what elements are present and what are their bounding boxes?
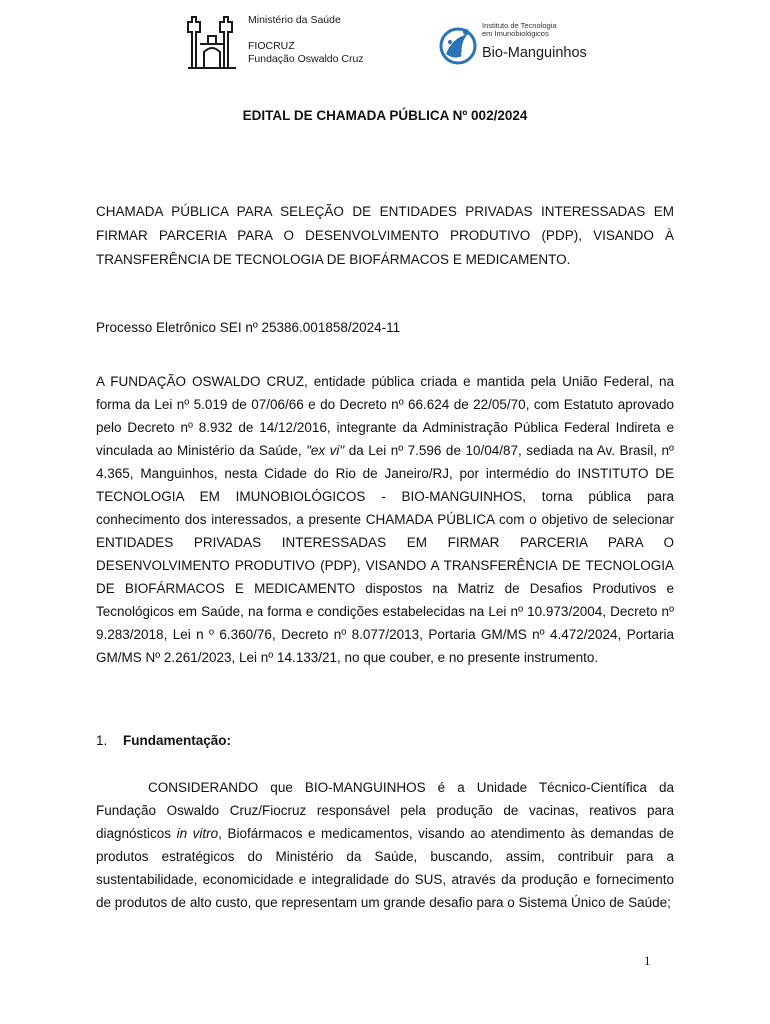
- intro-text-italic: "ex vi": [306, 443, 345, 458]
- intro-text-start: A FUNDAÇÃO OSWALDO CRUZ, entidade pública criada e mantida pela União Federal, na forma da Lei nº 5.019 de 07/06/66 e do Decreto nº 66.624 de 22/05/70, com Estatuto aprovado pelo Decreto nº 8.932 de 14/12/2016, integrante da Administração Pública Federal Indireta e vinculada ao Ministério da Saúde,: [96, 374, 674, 458]
- foundation-label: Fundação Oswaldo Cruz: [248, 53, 364, 65]
- process-number: Processo Eletrônico SEI nº 25386.001858/2024-11: [96, 320, 401, 335]
- section-number: 1.: [96, 733, 108, 748]
- bio-manguinhos-logo: [438, 20, 608, 70]
- bio-manguinhos-emblem-icon: [438, 24, 478, 66]
- section-heading: [96, 733, 231, 748]
- intro-text-end: da Lei nº 7.596 de 10/04/87, sediada na Av. Brasil, nº 4.365, Manguinhos, nesta Cidade do Rio de Janeiro/RJ, por intermédio do INSTITUTO DE TECNOLOGIA EM IMUNOBIOLÓGICOS - BIO-MANGUINHOS, torna pública para conhecimento dos interessados, a presente CHAMADA PÚBLICA com o objetivo de selecionar ENTIDADES PRIVADAS INTERESSADAS EM FIRMAR PARCERIA PARA O DESENVOLVIMENTO PRODUTIVO (PDP), VISANDO A TRANSFERÊNCIA DE TECNOLOGIA DE BIOFÁRMACOS E MEDICAMENTO dispostos na Matriz de Desafios Produtivos e Tecnológicos em Saúde, na forma e condições estabelecidas na Lei nº 10.973/2004, Decreto nº 9.283/2018, Lei n º 6.360/76, Decreto nº 8.077/2013, Portaria GM/MS nº 4.472/2024, Portaria GM/MS Nº 2.261/2023, Lei nº 14.133/21, no que couber, e no presente instrumento.: [96, 443, 674, 665]
- page-number: 1: [644, 953, 651, 968]
- intro-paragraph: [96, 370, 674, 669]
- fiocruz-logo: [186, 12, 376, 72]
- considering-text-end: , Biofármacos e medicamentos, visando ao atendimento às demandas de produtos estratégicos do Ministério da Saúde, buscando, assim, contribuir para a sustentabilidade, economicidade e integralidade do SUS, através da produção e fornecimento de produtos de alto custo, que representam um grande desafio para o Sistema Único de Saúde;: [96, 826, 674, 910]
- institute-line-1: Instituto de Tecnologia: [482, 21, 557, 30]
- document-title: EDITAL DE CHAMADA PÚBLICA Nº 002/2024: [242, 108, 528, 123]
- fiocruz-label: FIOCRUZ: [248, 40, 295, 52]
- considering-text-start: CONSIDERANDO que BIO-MANGUINHOS é a Unidade Técnico-Científica da Fundação Oswaldo Cruz/Fiocruz responsável pela produção de vacinas, reativos para diagnósticos: [96, 780, 674, 841]
- fiocruz-castle-icon: [186, 14, 238, 70]
- institute-line-2: em Imunobiológicos: [482, 29, 549, 38]
- section-title: Fundamentação:: [123, 733, 232, 748]
- subject-paragraph: CHAMADA PÚBLICA PARA SELEÇÃO DE ENTIDADES PRIVADAS INTERESSADAS EM FIRMAR PARCERIA PARA O DESENVOLVIMENTO PRODUTIVO (PDP), VISANDO À TRANSFERÊNCIA DE TECNOLOGIA DE BIOFÁRMACOS E MEDICAMENTO.: [96, 204, 674, 267]
- considering-text-italic: in vitro: [176, 826, 219, 841]
- considering-paragraph: [96, 776, 674, 914]
- bio-manguinhos-label: Bio-Manguinhos: [482, 45, 587, 61]
- ministry-label: Ministério da Saúde: [248, 14, 341, 26]
